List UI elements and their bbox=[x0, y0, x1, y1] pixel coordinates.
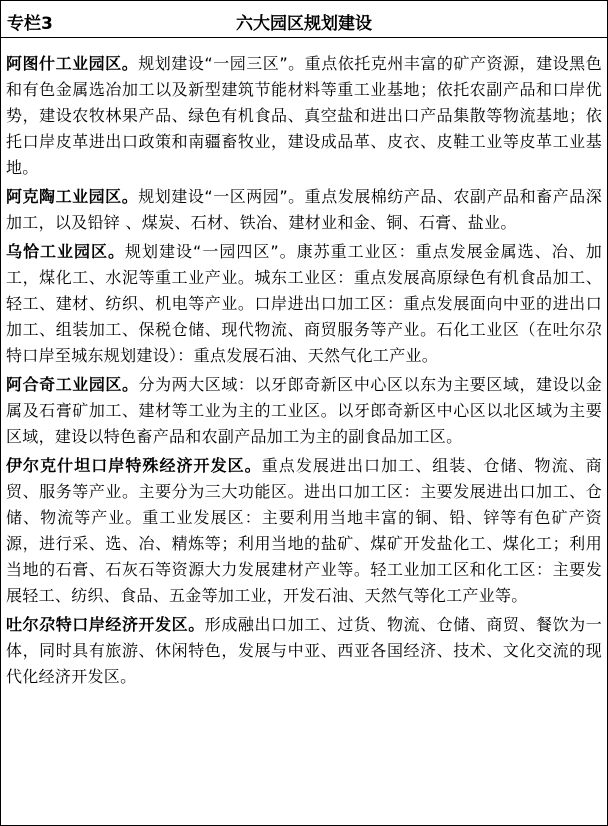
park-name: 吐尔尕特口岸经济开发区。 bbox=[6, 615, 205, 634]
park-entry-wuqia bbox=[6, 239, 602, 369]
park-description: 规划建设“一园三区”。重点依托克州丰富的矿产资源，建设黑色和有色金属选冶加工以及新型建筑节能材料等重工业基地；依托农副产品和口岸优势，建设农牧林果产品、绿色有机食品、真空盐和进出口产品集散等物流基地；依托口岸皮革进出口政策和南疆畜牧业，建设成品革、皮衣、皮鞋工业等皮革工业基地。 bbox=[6, 54, 602, 177]
park-name: 伊尔克什坦口岸特殊经济开发区。 bbox=[6, 456, 262, 475]
park-description: 规划建设“一园四区”。康苏重工业区：重点发展金属选、冶、加工，煤化工、水泥等重工业产业。城东工业区：重点发展高原绿色有机食品加工、轻工、建材、纺织、机电等产业。口岸进出口加工区：重点发展面向中亚的进出口加工、组装加工、保税仓储、现代物流、商贸服务等产业。石化工业区（在吐尔尕特口岸至城东规划建设）：重点发展石油、天然气化工产业。 bbox=[6, 242, 602, 365]
park-entry-aheqi bbox=[6, 372, 602, 450]
park-entry-irkeshtam bbox=[6, 453, 602, 609]
park-name: 阿合奇工业园区。 bbox=[6, 375, 139, 394]
box-header bbox=[1, 1, 607, 38]
column-label: 专栏3 bbox=[7, 14, 53, 34]
park-entry-torugart bbox=[6, 612, 602, 690]
box-title: 六大园区规划建设 bbox=[236, 14, 372, 34]
park-name: 阿克陶工业园区。 bbox=[6, 187, 139, 206]
park-description: 分为两大区域：以牙郎奇新区中心区以东为主要区域，建设以金属及石膏矿加工、建材等工业为主的工业区。以牙郎奇新区中心区以北区域为主要区域，建设以特色畜产品和农副产品加工为主的副食品加工区。 bbox=[6, 375, 603, 446]
park-description: 重点发展进出口加工、组装、仓储、物流、商贸、服务等产业。主要分为三大功能区。进出口加工区：主要发展进出口加工、仓储、物流等产业。重工业发展区：主要利用当地丰富的铜、铅、锌等有色矿产资源，进行采、选、冶、精炼等；利用当地的盐矿、煤矿开发盐化工、煤化工；利用当地的石膏、石灰石等资源大力发展建材产业等。轻工业加工区和化工区：主要发展轻工、纺织、食品、五金等加工业，开发石油、天然气等化工产业等。 bbox=[6, 456, 602, 605]
park-name: 阿图什工业园区。 bbox=[6, 54, 139, 73]
park-list bbox=[6, 51, 602, 693]
park-description: 规划建设“一区两园”。重点发展棉纺产品、农副产品和畜产品深加工，以及铅锌 、煤炭、石材、铁冶、建材业和金、铜、石膏、盐业。 bbox=[6, 187, 602, 232]
park-description: 形成融出口加工、过货、物流、仓储、商贸、餐饮为一体，同时具有旅游、休闲特色，发展与中亚、西亚各国经济、技术、文化交流的现代化经济开发区。 bbox=[6, 615, 603, 686]
park-entry-artux bbox=[6, 51, 602, 181]
park-name: 乌恰工业园区。 bbox=[6, 242, 126, 261]
park-entry-akto bbox=[6, 184, 602, 236]
